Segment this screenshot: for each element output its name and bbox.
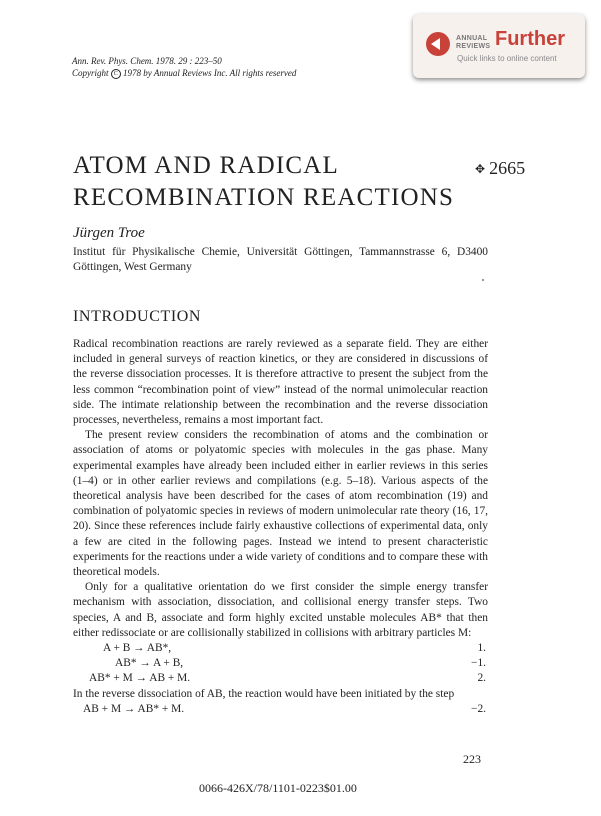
paragraph: Only for a qualitative orientation do we first consider the simple energy transfer mechanism with association, dissociation, and collisional energy transfer steps. Two species, A and B, associate and form highly excited unstable molecules AB* that then either redissociate or are collisionally stabilized in collisions with arbitrary particles M: [73,581,488,639]
annual-reviews-logo-icon [426,32,450,56]
article-code-number: 2665 [489,158,526,178]
page-number: 223 [463,752,481,766]
equation-number: −2. [471,702,486,715]
equation [73,641,488,656]
equation-number: −1. [471,657,486,670]
author-name: Jürgen Troe [73,225,145,241]
copyright-rest: 1978 by Annual Reviews Inc. All rights reserved [123,68,297,78]
equation-expression: AB* → A + B, [115,657,184,670]
equation-number: 2. [477,672,486,685]
section-heading: INTRODUCTION [73,308,202,325]
footer-code: 0066-426X/78/1101-0223$01.00 [199,781,357,795]
journal-citation: Ann. Rev. Phys. Chem. 1978. 29 : 223–50 [72,56,222,66]
equation [73,671,488,686]
copyright-symbol: C [111,69,121,79]
journal-header [72,55,296,79]
paragraph: The present review considers the recombination of atoms and the combination or association of atoms or polyatomic species with molecules in the gas phase. Many experimental examples have already been included either in earlier reviews in this series (1–4) or in other earlier reviews and compilations (e.g. 5–18). Various aspects of the theoretical analysis have been described for the cases of atom recombination (19) and combination of polyatomic species in reviews of modern unimolecular rate theory (16, 17, 20). Since these references include fairly exhaustive collections of experimental data, only a few are cited in the following pages. Instead we intend to present characteristic experiments for the reactions under a wide variety of conditions and to compare these with theoretical models. [73,429,488,579]
stray-mark [482,279,484,281]
further-label: Further [495,28,565,50]
equation [73,702,488,717]
copyright-prefix: Copyright [72,68,109,78]
article-body [73,337,488,717]
equation [73,656,488,671]
article-title: ATOM AND RADICAL RECOMBINATION REACTIONS [73,152,455,211]
equation-expression: AB + M → AB* + M. [83,702,185,715]
equation-expression: AB* + M → AB + M. [89,672,191,685]
paragraph: Radical recombination reactions are rarely reviewed as a separate field. They are either included in general surveys of reaction kinetics, or they are considered in discussions of the reverse dissociation processes. It is therefore attractive to present the subject from the less common “recombination point of view” instead of the normal unimolecular reaction side. The intimate relationship between the recombination and the reverse dissociation processes, nevertheless, remains a most important fact. [73,338,488,427]
quick-links-tagline: Quick links to online content [457,54,557,63]
author-affiliation: Institut für Physikalische Chemie, Universität Göttingen, Tammannstrasse 6, D3400 Göttingen, West Germany [73,246,488,273]
ornament-icon: ✥ [475,162,486,176]
copyright-line [72,67,296,79]
equation-number: 1. [477,642,486,655]
annual-reviews-further-badge[interactable] [413,14,585,78]
equation-expression: A + B → AB*, [103,642,172,655]
article-code [475,158,525,179]
paragraph: In the reverse dissociation of AB, the reaction would have been initiated by the step [73,687,455,700]
annual-reviews-wordmark: ANNUAL REVIEWS [456,35,491,50]
